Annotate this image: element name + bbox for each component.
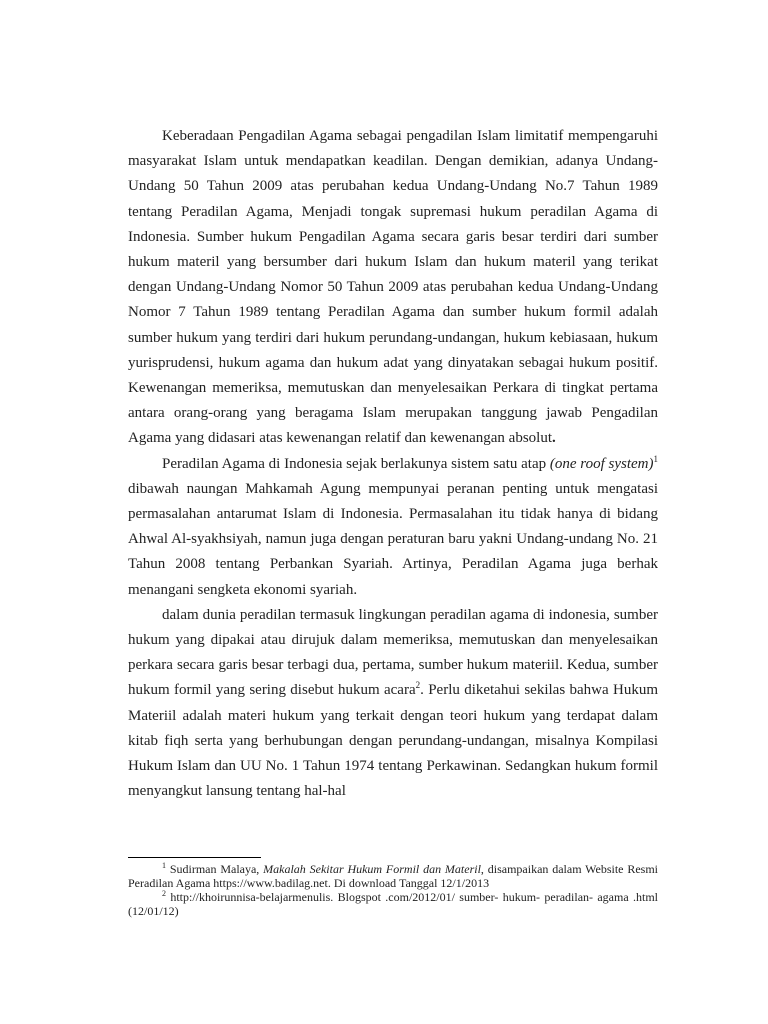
footnote-1 [128, 862, 658, 890]
paragraph-3-text-start: dalam dunia peradilan termasuk lingkungan peradilan agama di indonesia, sumber hukum yang dipakai atau dirujuk dalam memeriksa, memutuskan dan menyelesaikan perkara secara garis besar terbagi dua, pertama, sumber hukum materiil. Kedua, sumber hukum formil yang sering disebut hukum acara [128, 606, 658, 699]
paragraph-1-text: Keberadaan Pengadilan Agama sebagai pengadilan Islam limitatif mempengaruhi masyarakat Islam untuk mendapatkan keadilan. Dengan demikian, adanya Undang-Undang 50 Tahun 2009 atas perubahan kedua Undang-Undang No.7 Tahun 1989 tentang Peradilan Agama, Menjadi tongak supremasi hukum peradilan Agama di Indonesia. Sumber hukum Pengadilan Agama secara garis besar terdiri dari sumber hukum materil yang bersumber dari hukum Islam dan hukum materil yang terikat dengan Undang-Undang Nomor 50 Tahun 2009 atas perubahan kedua Undang-Undang Nomor 7 Tahun 1989 tentang Peradilan Agama dan sumber hukum formil adalah sumber hukum yang terdiri dari hukum perundang-undangan, hukum kebiasaan, hukum yurisprudensi, hukum agama dan hukum adat yang dinyatakan sebagai hukum positif. Kewenangan memeriksa, memutuskan dan menyelesaikan Perkara di tingkat pertama antara orang-orang yang beragama Islam merupakan tanggung jawab Pengadilan Agama yang didasari atas kewenangan relatif dan kewenangan absolut [128, 128, 658, 447]
footnote-2 [128, 890, 658, 918]
paragraph-2-text-end: dibawah naungan Mahkamah Agung mempunyai peranan penting untuk mengatasi permasalahan antarumat Islam di Indonesia. Permasalahan itu tidak hanya di bidang Ahwal Al-syakhsiyah, namun juga dengan peraturan baru yakni Undang-undang No. 21 Tahun 2008 tentang Perbankan Syariah. Artinya, Peradilan Agama juga berhak menangani sengketa ekonomi syariah. [128, 480, 658, 598]
paragraph-3-text-end: . Perlu diketahui sekilas bahwa Hukum Materiil adalah materi hukum yang terkait dengan teori hukum yang terdapat dalam kitab fiqh serta yang berhubungan dengan perundang-undangan, misalnya Kompilasi Hukum Islam dan UU No. 1 Tahun 1974 tentang Perkawinan. Sedangkan hukum formil menyangkut lansung tentang hal-hal [128, 682, 658, 800]
paragraph-3 [128, 603, 658, 805]
footnote-2-text: http://khoirunnisa-belajarmenulis. Blogspot .com/2012/01/ sumber- hukum- peradilan- agama .html (12/01/12) [128, 890, 658, 918]
footnote-1-text-end: , disampaikan dalam Website Resmi Peradilan Agama https://www.badilag.net. Di download Tanggal 12/1/2013 [128, 862, 659, 890]
footnote-ref-1: 1 [653, 453, 658, 464]
footnote-1-title: Makalah Sekitar Hukum Formil dan Materil [263, 862, 481, 876]
paragraph-1 [128, 124, 658, 452]
footnote-1-text-start: Sudirman Malaya, [166, 862, 264, 876]
paragraph-2 [128, 452, 658, 603]
footnote-ref-2: 2 [415, 680, 421, 691]
footnote-separator [128, 857, 261, 858]
paragraph-1-bold-period: . [552, 430, 556, 447]
document-body [128, 124, 658, 804]
footnote-2-number: 2 [162, 889, 166, 898]
footnote-1-number: 1 [162, 861, 166, 870]
footnotes [128, 862, 658, 918]
paragraph-2-text-start: Peradilan Agama di Indonesia sejak berlakunya sistem satu atap [162, 455, 550, 472]
paragraph-2-italic-term: (one roof system) [549, 455, 654, 472]
